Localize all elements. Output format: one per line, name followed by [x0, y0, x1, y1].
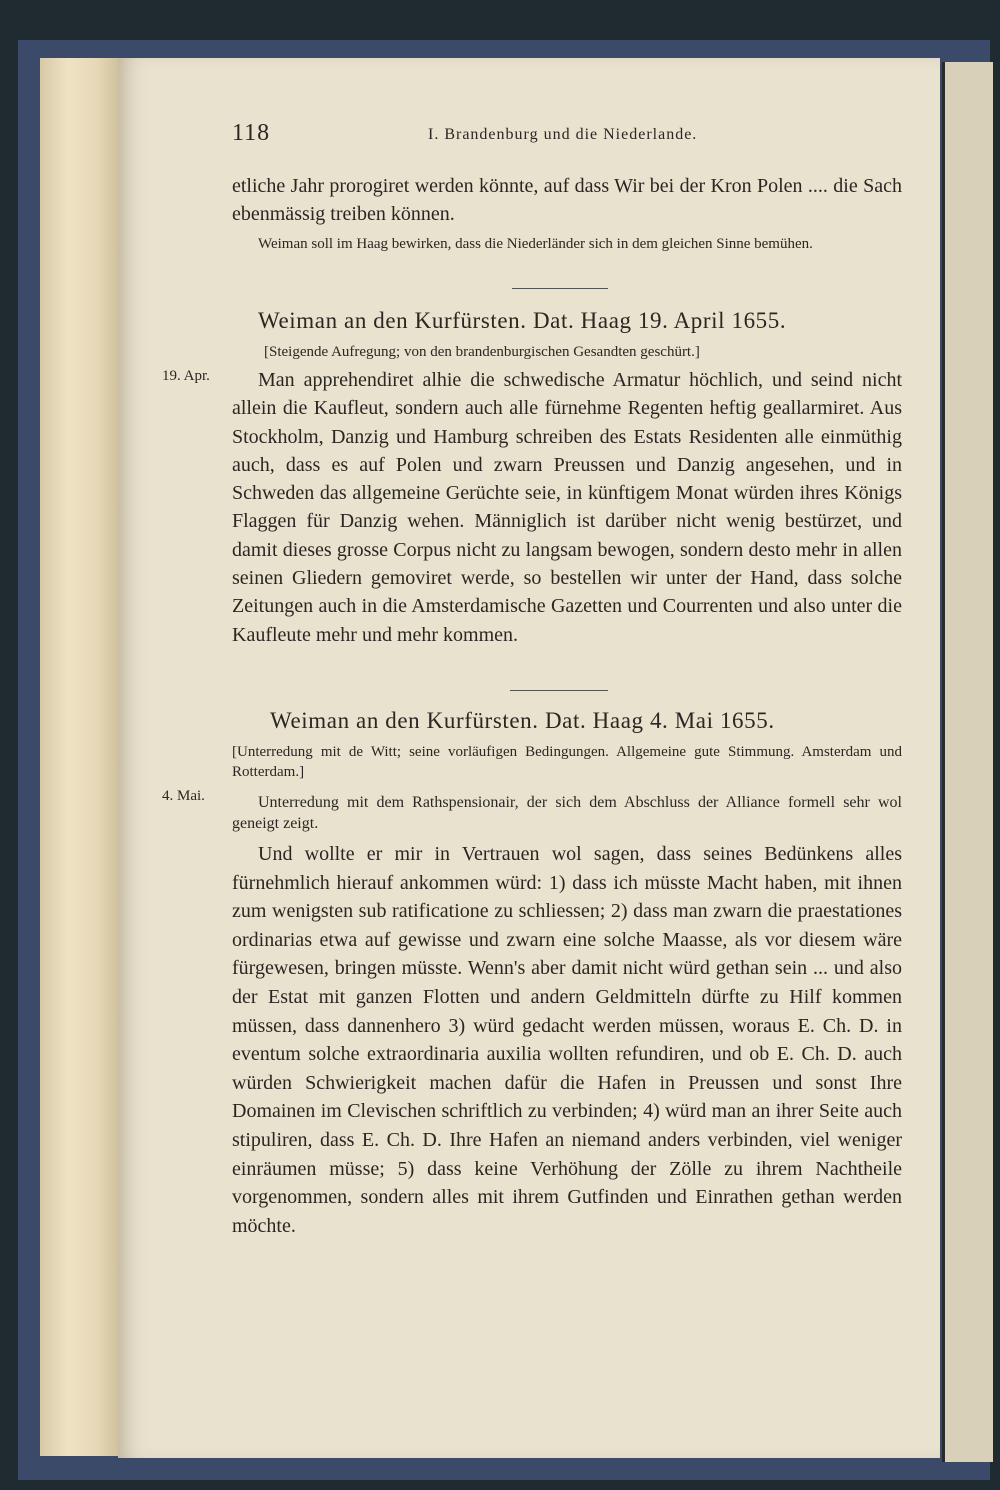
- section-divider: [512, 288, 608, 289]
- document-summary: [Unterredung mit de Witt; seine vorläufigen Bedingungen. Allgemeine gute Stimmung. Amsterdam und Rotterdam.]: [232, 744, 902, 780]
- page-header: [232, 120, 902, 154]
- margin-date: 19. Apr.: [162, 368, 210, 384]
- page-edge-stack: [40, 58, 123, 1456]
- section-divider: [510, 690, 608, 691]
- intro-paragraph: etliche Jahr prorogiret werden könnte, auf dass Wir bei der Kron Polen .... die Sach ebenmässig treiben können.: [232, 175, 902, 226]
- facing-page-edge: [942, 62, 993, 1462]
- document-title: Weiman an den Kurfürsten. Dat. Haag 19. April 1655.: [258, 308, 787, 333]
- margin-date: 4. Mai.: [162, 788, 205, 804]
- document-body: Und wollte er mir in Vertrauen wol sagen, dass seines Bedünkens alles fürnehmlich hierauf ankommen würd: 1) dass ich müsste Macht haben, mit ihnen zum wenigsten sub ratificatione zu schliessen; 2) dass man zwarn die praestationes ordinarias etwa auf gewisse und zwarn eine solche Maasse, als vor diesem wäre fürgewesen, bringen müsste. Wenn's aber damit nicht würd gethan sein ... und also der Estat mit ganzen Flotten und andern Geldmitteln dürfte zu Hilf kommen müssen, dass dannenhero 3) würd gedacht werden müssen, woraus E. Ch. D. in eventum solche extraordinaria auxilia wollten refundiren, und ob E. Ch. D. auch würden Schwierigkeit machen dafür die Hafen in Preussen und sonst Ihre Domainen im Clevischen schriftlich zu verbinden; 4) würd man an ihrer Seite auch stipuliren, dass E. Ch. D. Ihre Hafen an niemand anders verbinden, viel weniger einräumen müsse; 5) dass keine Verhöhung der Zölle zu ihrem Nachtheile vorgenommen, sondern alles mit ihrem Gutfinden und Einrathen gethan werden möchte.: [232, 843, 902, 1237]
- document-summary: [Steigende Aufregung; von den brandenburgischen Gesandten geschürt.]: [264, 344, 700, 360]
- running-head: I. Brandenburg und die Niederlande.: [428, 126, 698, 143]
- document-title: Weiman an den Kurfürsten. Dat. Haag 4. Mai 1655.: [270, 708, 775, 733]
- intro-note: Weiman soll im Haag bewirken, dass die Niederländer sich in dem gleichen Sinne bemühen.: [258, 236, 813, 252]
- document-body-intro: Unterredung mit dem Rathspensionair, der sich dem Abschluss der Alliance formell sehr wol geneigt zeigt.: [232, 794, 902, 832]
- document-body: Man apprehendiret alhie die schwedische Armatur höchlich, und seind nicht allein die Kaufleut, sondern auch alle fürnehme Regenten heftig geallarmiret. Aus Stockholm, Danzig und Hamburg schreiben des Estats Residenten alle einmüthig auch, dass es auf Polen und zwarn Preussen und Danzig angesehen, und in Schweden das allgemeine Gerüchte seie, in künftigem Monat würden ihres Königs Flaggen für Danzig wehen. Männiglich ist darüber nicht wenig bestürzet, und damit dieses grosse Corpus nicht zu langsam bewogen, sondern desto mehr in allen seinen Gliedern gemoviret werde, so bestellen wir unter der Hand, dass solche Zeitungen auch in die Amsterdamische Gazetten und Courrenten und also unter die Kaufleute mehr und mehr kommen.: [232, 369, 902, 646]
- page-number: 118: [232, 120, 271, 146]
